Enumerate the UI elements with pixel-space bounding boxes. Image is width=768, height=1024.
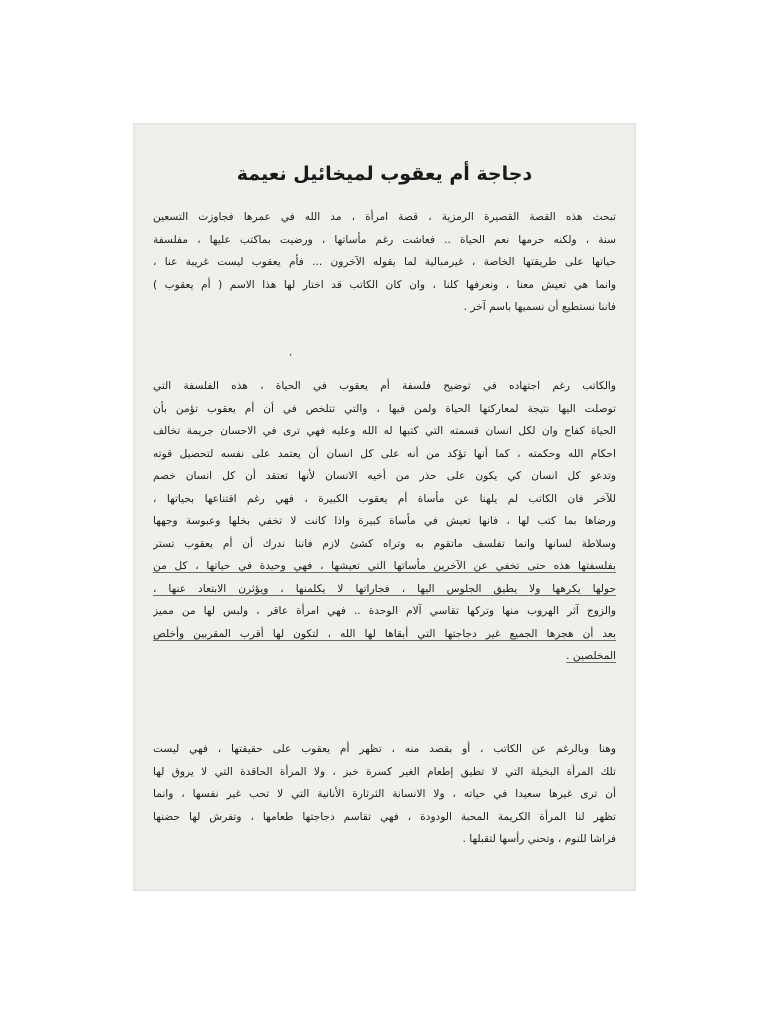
text-line-underlined: حولها يكرهها ولا يطيق الجلوس اليها ، فجاراتها لا يكلمنها ، ويؤثرن الابتعاد عنها ، bbox=[153, 582, 616, 595]
text-line: وهنا وبالرغم عن الكاتب ، أو بقصد منه ، تظهر أم يعقوب على حقيقتها ، فهي ليست bbox=[153, 743, 616, 755]
text-line: تبحث هذه القصة القصيرة الرمزية ، قصة امرأة ، مد الله في عمرها فجاوزت التسعين bbox=[153, 211, 616, 223]
text-line: ورضاها بما كتب لها ، فانها تعيش في مأساة كبيرة واذا كانت لا تخفي بخلها وعبوسة وجهها bbox=[153, 515, 616, 527]
text-line: الحياة كفاح وان لكل انسان قسمته التي كتبها له الله وعليه فهي ترى في الاحسان جريمة تخالف bbox=[153, 425, 616, 437]
text-line: توصلت اليها نتيجة لمعاركتها الحياة ولمن فيها ، والتي تتلخص في أن أم يعقوب تؤمن بأن bbox=[153, 402, 616, 415]
text-line: احكام الله وحكمته ، كما أنها تؤكد من أنه على كل انسان أن يعتمد على نفسه لتحصيل قوته bbox=[153, 447, 616, 460]
text-line: والكاتب رغم اجتهاده في توضيح فلسفة أم يعقوب في الحياة ، هذه الفلسفة التي bbox=[153, 380, 616, 392]
text-line: تظهر لنا المرأة الكريمة المحبة الودودة ، فهي تقاسم دجاجتها طعامها ، وتفرش لها حضنها bbox=[153, 810, 616, 823]
paragraph-3 bbox=[153, 738, 616, 851]
text-line: والزوج آثر الهروب منها وتركها تقاسي آلام الوحدة .. فهي امرأة عاقر ، ولبس لها من مميز bbox=[153, 605, 616, 617]
paragraph-2 bbox=[153, 375, 616, 668]
text-line: تلك المرأة البخيلة التي لا تطيق إطعام الغير كسرة خبز ، ولا المرأة الحاقدة التي لا يروق لها bbox=[153, 765, 616, 778]
text-line-underlined: بفلسفتها هذه حتى تخفي عن الآخرين مأساتها التي تعيشها ، فهي وحيدة في حياتها ، كل من bbox=[153, 560, 616, 572]
text-line: سنة ، ولكنه حرمها نعم الحياة .. فعاشت رغم مأساتها ، ورضيت بماكتب عليها ، مفلسفة bbox=[153, 233, 616, 246]
text-line: للآخر فان الكاتب لم يلهنا عن مأساة أم يعقوب الكبيرة ، فهي رغم اقتناعها بحياتها ، bbox=[153, 492, 616, 505]
text-line-underlined: بعد أن هجرها الجميع غير دجاجتها التي أبقاها لها الله ، لتكون لها أقرب المقربين وأخلص bbox=[153, 627, 616, 640]
text-line: وانما هي تعيش معنا ، ونعرفها كلنا ، وان كان الكاتب قد اختار لها هذا الاسم ( أم يعقوب ) bbox=[153, 278, 616, 291]
text-line-underlined: المخلصين . bbox=[566, 650, 616, 662]
text-line: فراشا للنوم ، وتحني رأسها لتقبلها . bbox=[462, 833, 616, 845]
text-line: أن ترى غيرها سعيدا في حياته ، ولا الانسانة الثرثارة الأنانية التي لا تحب غير نفسها ، وانما bbox=[153, 788, 616, 800]
paragraph-1 bbox=[153, 206, 616, 319]
document-title: دجاجة أم يعقوب لميخائيل نعيمة bbox=[236, 163, 533, 185]
scanned-page bbox=[133, 123, 636, 891]
text-line: وسلاطة لسانها وانما تفلسف ماتقوم به وتراه كشئ لازم فاننا ندرك أن أم يعقوب تستر bbox=[153, 537, 616, 550]
text-line: فاننا نستطيع أن نسميها باسم آخر . bbox=[463, 301, 616, 313]
text-line: وتدعو كل انسان كي يكون على حذر من أخيه الانسان لأنها تعتقد أن كل انسان خصم bbox=[153, 470, 616, 482]
text-line: حياتها على طريقتها الخاصة ، غيرمبالية لما يقوله الآخرون ... فأم يعقوب ليست غريبة عنا ، bbox=[153, 256, 616, 268]
stray-mark: ʼ bbox=[289, 353, 293, 364]
